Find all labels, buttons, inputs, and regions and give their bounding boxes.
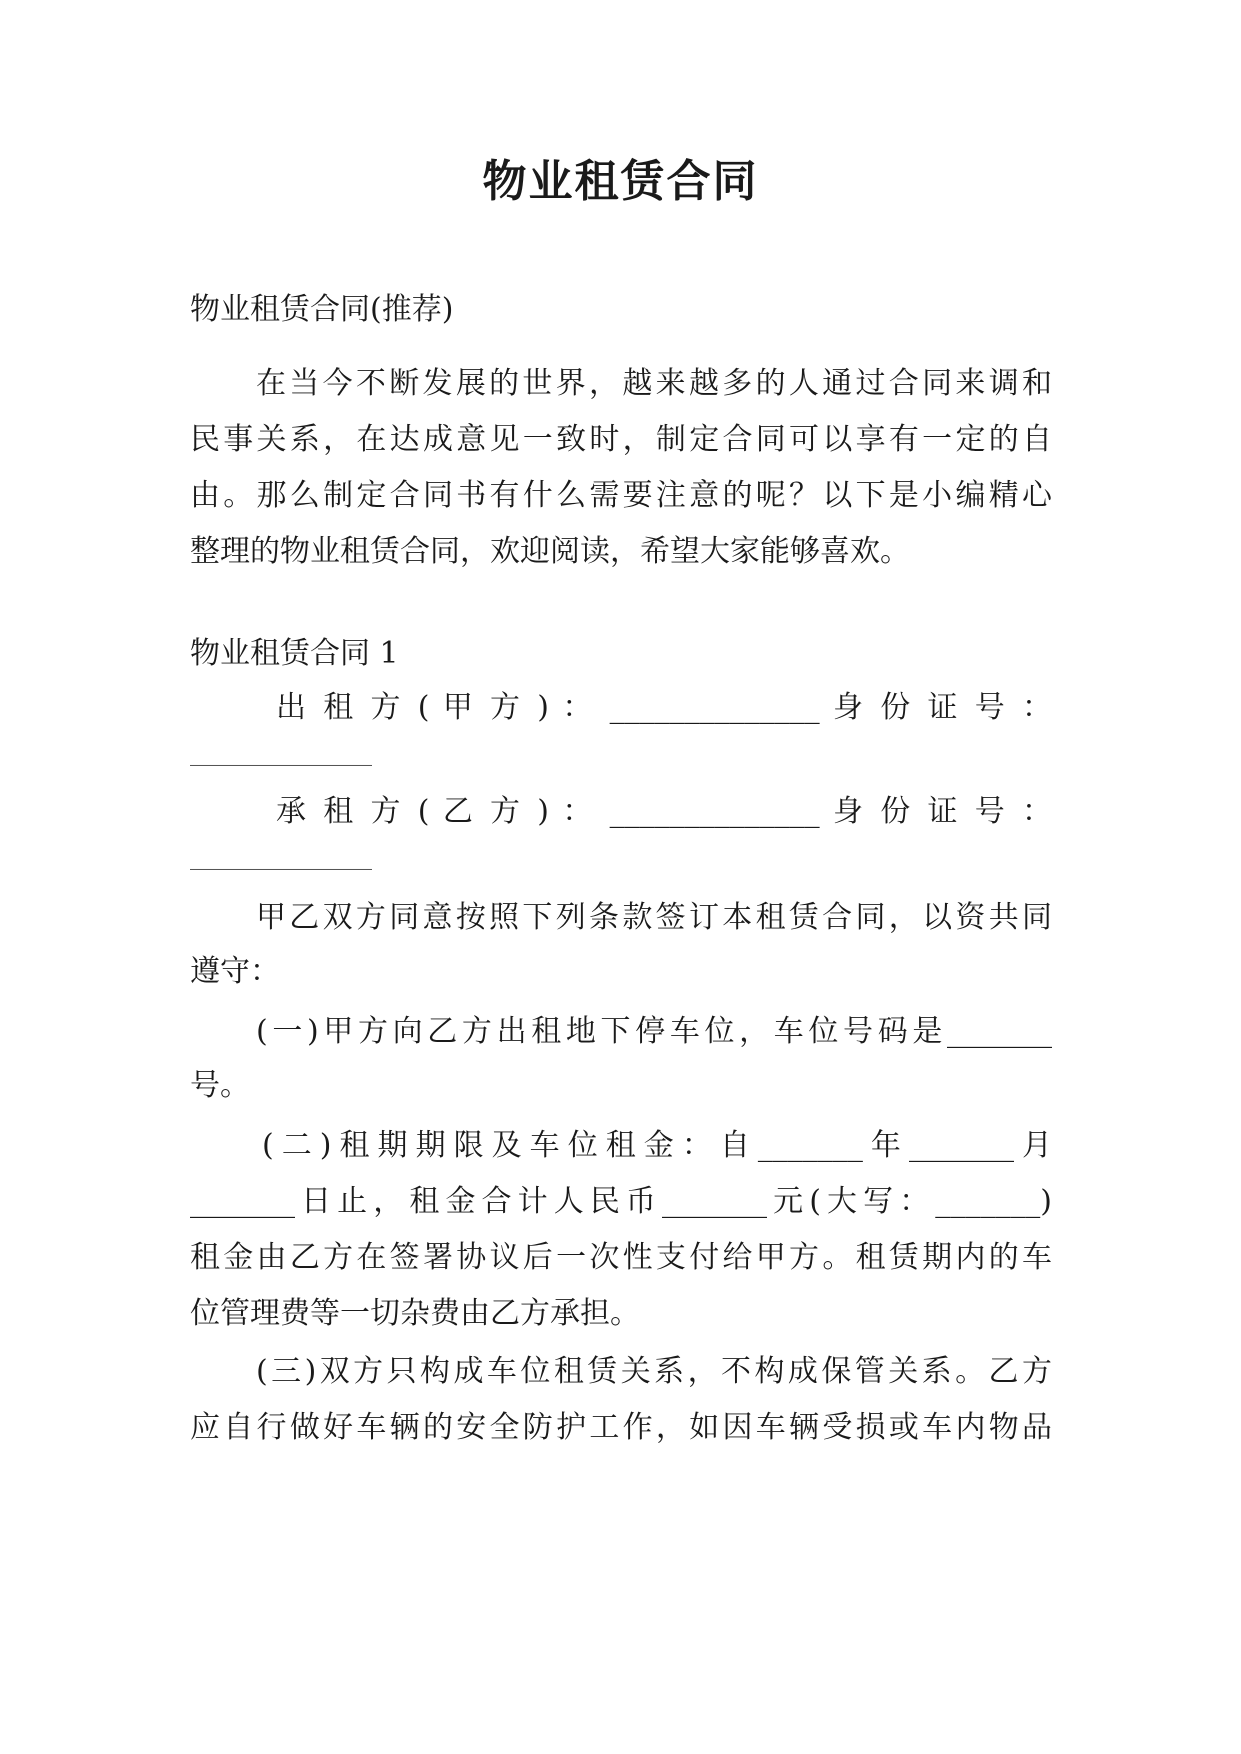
intro-line-2: 民事关系，在达成意见一致时，制定合同可以享有一定的自 <box>190 422 1052 457</box>
clause-1-line-2: 号。 <box>190 1068 250 1103</box>
agreement-line-1: 甲乙双方同意按照下列条款签订本租赁合同，以资共同 <box>256 900 1052 935</box>
document-title: 物业租赁合同 <box>482 156 759 207</box>
clause-2-line-2: _______日止，租金合计人民币_______元(大写：_______) <box>190 1184 1052 1219</box>
clause-2-line-3: 租金由乙方在签署协议后一次性支付给甲方。租赁期内的车 <box>190 1240 1052 1275</box>
clause-1-line-1: (一)甲方向乙方出租地下停车位，车位号码是_______ <box>256 1014 1052 1049</box>
party-a-id-blank: ______________ <box>190 737 372 767</box>
intro-line-1: 在当今不断发展的世界，越来越多的人通过合同来调和 <box>256 366 1052 401</box>
clause-2-line-1: (二)租期期限及车位租金：自_______年_______月 <box>262 1128 1052 1163</box>
clause-3-line-2: 应自行做好车辆的安全防护工作，如因车辆受损或车内物品 <box>190 1410 1052 1445</box>
party-b-id-blank: ______________ <box>190 841 372 871</box>
clause-3-line-1: (三)双方只构成车位租赁关系，不构成保管关系。乙方 <box>256 1354 1052 1389</box>
agreement-line-2: 遵守： <box>190 954 280 989</box>
intro-line-3: 由。那么制定合同书有什么需要注意的呢？以下是小编精心 <box>190 478 1052 513</box>
section-heading: 物业租赁合同 1 <box>190 636 399 671</box>
party-a-line: 出 租 方 ( 甲 方 ) ： ______________ 身 份 证 号 ： <box>276 690 1052 725</box>
clause-2-line-4: 位管理费等一切杂费由乙方承担。 <box>190 1296 640 1331</box>
intro-line-4: 整理的物业租赁合同，欢迎阅读，希望大家能够喜欢。 <box>190 534 910 569</box>
document-subtitle: 物业租赁合同(推荐) <box>190 292 454 327</box>
party-b-line: 承 租 方 ( 乙 方 ) ： ______________ 身 份 证 号 ： <box>276 794 1052 829</box>
